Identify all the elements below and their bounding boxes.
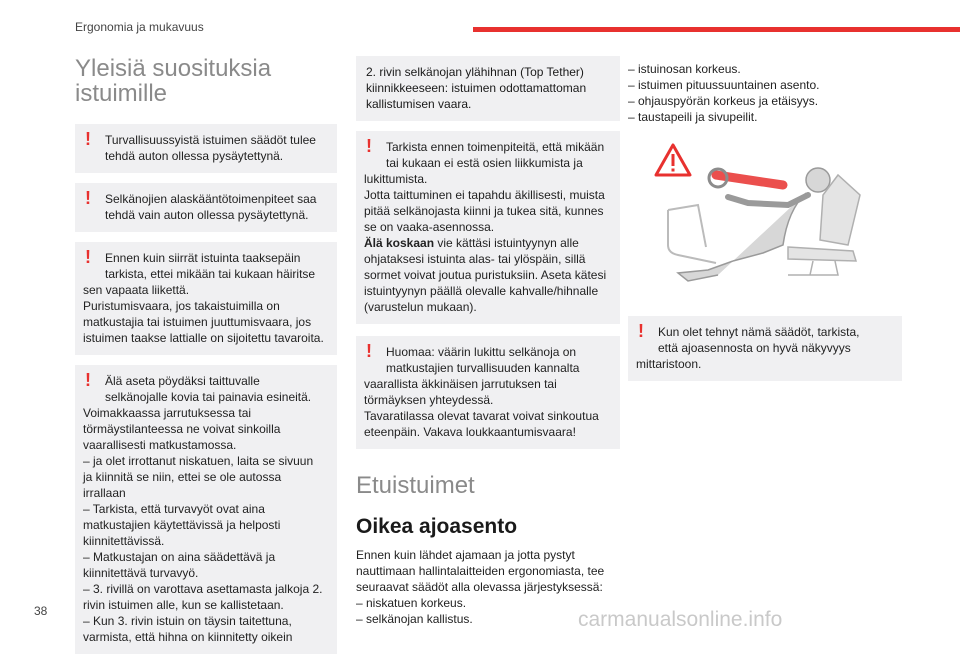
body-line: seuraavat säädöt alla olevassa järjestyksessä: xyxy=(356,580,603,594)
list-item: – istuimen pituussuuntainen asento. xyxy=(628,78,820,92)
warning-emphasis: Älä koskaan xyxy=(364,236,435,250)
warning-box xyxy=(356,131,620,324)
warning-line: varmista, että hihna on kiinnitetty oikein xyxy=(83,630,293,644)
warning-line: istuimen taakse lattialle on sijoitettu tavaroita. xyxy=(83,331,324,345)
warning-line: eteenpäin. Vakava loukkaantumisvaara! xyxy=(364,425,576,439)
warning-line: kiinnitettävä turvavyö. xyxy=(83,566,199,580)
warning-line: istuintyynyn päällä olevalle kahvalle/hihnalle xyxy=(364,284,599,298)
warning-line: Älä aseta pöydäksi taittuvalle xyxy=(105,374,260,388)
adjustment-list xyxy=(628,61,902,125)
body-line: Ennen kuin lähdet ajamaan ja jotta pystyt xyxy=(356,548,575,562)
warning-line: tai kukaan ei estä osien liikkumista ja xyxy=(386,156,583,170)
warning-line: matkustajien käytettävissä ja helposti xyxy=(83,518,281,532)
page-number: 38 xyxy=(34,604,48,618)
warning-line: että ajoasennosta on hyvä näkyvyys xyxy=(658,341,851,355)
column-3 xyxy=(628,61,902,391)
body-line: – niskatuen korkeus. xyxy=(356,596,467,610)
note-line: 2. rivin selkänojan ylähihnan (Top Tether) xyxy=(366,65,584,79)
warning-line: Selkänojien alaskääntötoimenpiteet saa xyxy=(105,192,317,206)
warning-line: Jotta taittuminen ei tapahdu äkillisesti, muista xyxy=(364,188,605,202)
warning-line: törmäystilanteessa ne voivat sinkoilla xyxy=(83,422,281,436)
warning-line: Tavaratilassa olevat tavarat voivat sinkoutua xyxy=(364,409,599,423)
warning-line: – Kun 3. rivin istuin on täysin taitettuna, xyxy=(83,614,292,628)
warning-line xyxy=(364,235,610,251)
continued-note xyxy=(356,56,620,121)
warning-line: Tarkista ennen toimenpiteitä, että mikään xyxy=(386,140,605,154)
heading-line: istuimille xyxy=(75,80,168,107)
warning-box xyxy=(75,124,337,173)
section-heading-front-seats: Etuistuimet xyxy=(356,472,475,499)
warning-mark-icon: ! xyxy=(85,129,91,149)
note-line: kallistumisen vaara. xyxy=(366,97,472,111)
warning-box xyxy=(356,336,620,449)
warning-line: (varustelun mukaan). xyxy=(364,300,477,314)
warning-line: – ja olet irrottanut niskatuen, laita se sivuun xyxy=(83,454,314,468)
warning-triangle-icon xyxy=(656,145,690,175)
warning-line: – Matkustajan on aina säädettävä ja xyxy=(83,550,276,564)
warning-line: kiinnitettävissä. xyxy=(83,534,165,548)
warning-line: ja kiinnitä se niin, ettei se ole autossa irrallaan xyxy=(83,470,282,500)
header-accent-bar xyxy=(473,27,960,32)
warning-line: matkustajien turvallisuuden kannalta xyxy=(386,361,580,375)
warning-line: Huomaa: väärin lukittu selkänoja on xyxy=(386,345,577,359)
warning-text: vie kättäsi istuintyynyn alle xyxy=(434,236,579,250)
column-1 xyxy=(75,56,337,664)
warning-mark-icon: ! xyxy=(638,321,644,341)
heading-line: Yleisiä suosituksia xyxy=(75,55,272,82)
list-item: – istuinosan korkeus. xyxy=(628,62,741,76)
warning-box xyxy=(75,242,337,355)
warning-mark-icon: ! xyxy=(366,136,372,156)
section-heading-general xyxy=(75,56,337,106)
warning-line: Puristumisvaara, jos takaistuimilla on xyxy=(83,299,280,313)
warning-line: vaarallista äkkinäisen jarrutuksen tai xyxy=(364,377,557,391)
warning-line: tarkista, ettei mikään tai kukaan häiritse xyxy=(105,267,316,281)
warning-line: törmäyksen yhteydessä. xyxy=(364,393,494,407)
seat-driver-illustration xyxy=(638,135,888,295)
body-line: – selkänojan kallistus. xyxy=(356,612,473,626)
warning-mark-icon: ! xyxy=(85,247,91,267)
warning-line: rivin istuimen alle, kun se kallistetaan. xyxy=(83,598,284,612)
warning-line: matkustajia tai istuimen juuttumisvaara, jos xyxy=(83,315,312,329)
warning-line: Voimakkaassa jarrutuksessa tai xyxy=(83,406,252,420)
warning-mark-icon: ! xyxy=(85,370,91,390)
warnings-list xyxy=(75,124,337,654)
warning-line: ohjataksesi istuinta alas- tai ylöspäin, sillä xyxy=(364,252,586,266)
list-item: – ohjauspyörän korkeus ja etäisyys. xyxy=(628,94,819,108)
warning-line: selkänojalle kovia tai painavia esineitä. xyxy=(105,390,312,404)
warning-box xyxy=(75,365,337,654)
warning-line: tehdä auton ollessa pysäytettynä. xyxy=(105,149,284,163)
warning-mark-icon: ! xyxy=(366,341,372,361)
warning-line: Kun olet tehnyt nämä säädöt, tarkista, xyxy=(658,325,860,339)
subheading-driving-position: Oikea ajoasento xyxy=(356,515,518,538)
column-2 xyxy=(356,56,620,627)
warning-line: – Tarkista, että turvavyöt ovat aina xyxy=(83,502,265,516)
warning-line: tehdä vain auton ollessa pysäytettynä. xyxy=(105,208,309,222)
warning-line: sormet voivat joutua puristuksiin. Aseta kätesi xyxy=(364,268,607,282)
body-line: nauttimaan hallintalaitteiden ergonomiasta, tee xyxy=(356,564,605,578)
warning-line: pitää selkänojasta kiinni ja tukea sitä, kunnes xyxy=(364,204,604,218)
warning-line: se on vaaka-asennossa. xyxy=(364,220,495,234)
warning-line: lukittumista. xyxy=(364,172,428,186)
warning-mark-icon: ! xyxy=(85,188,91,208)
watermark: carmanualsonline.info xyxy=(578,608,783,631)
warning-box xyxy=(75,183,337,232)
warning-line: sen vapaata liikettä. xyxy=(83,283,190,297)
warning-box xyxy=(628,316,902,381)
warning-line: vaarallisesti matkustamossa. xyxy=(83,438,237,452)
warning-line: Ennen kuin siirrät istuinta taaksepäin xyxy=(105,251,301,265)
list-item: – taustapeili ja sivupeilit. xyxy=(628,110,758,124)
header-title: Ergonomia ja mukavuus xyxy=(75,20,204,34)
note-line: kiinnikkeeseen: istuimen odottamattoman xyxy=(366,81,587,95)
warning-line: mittaristoon. xyxy=(636,357,702,371)
warning-line: – 3. rivillä on varottava asettamasta jalkoja 2. xyxy=(83,582,323,596)
warning-line: Turvallisuussyistä istuimen säädöt tulee xyxy=(105,133,316,147)
